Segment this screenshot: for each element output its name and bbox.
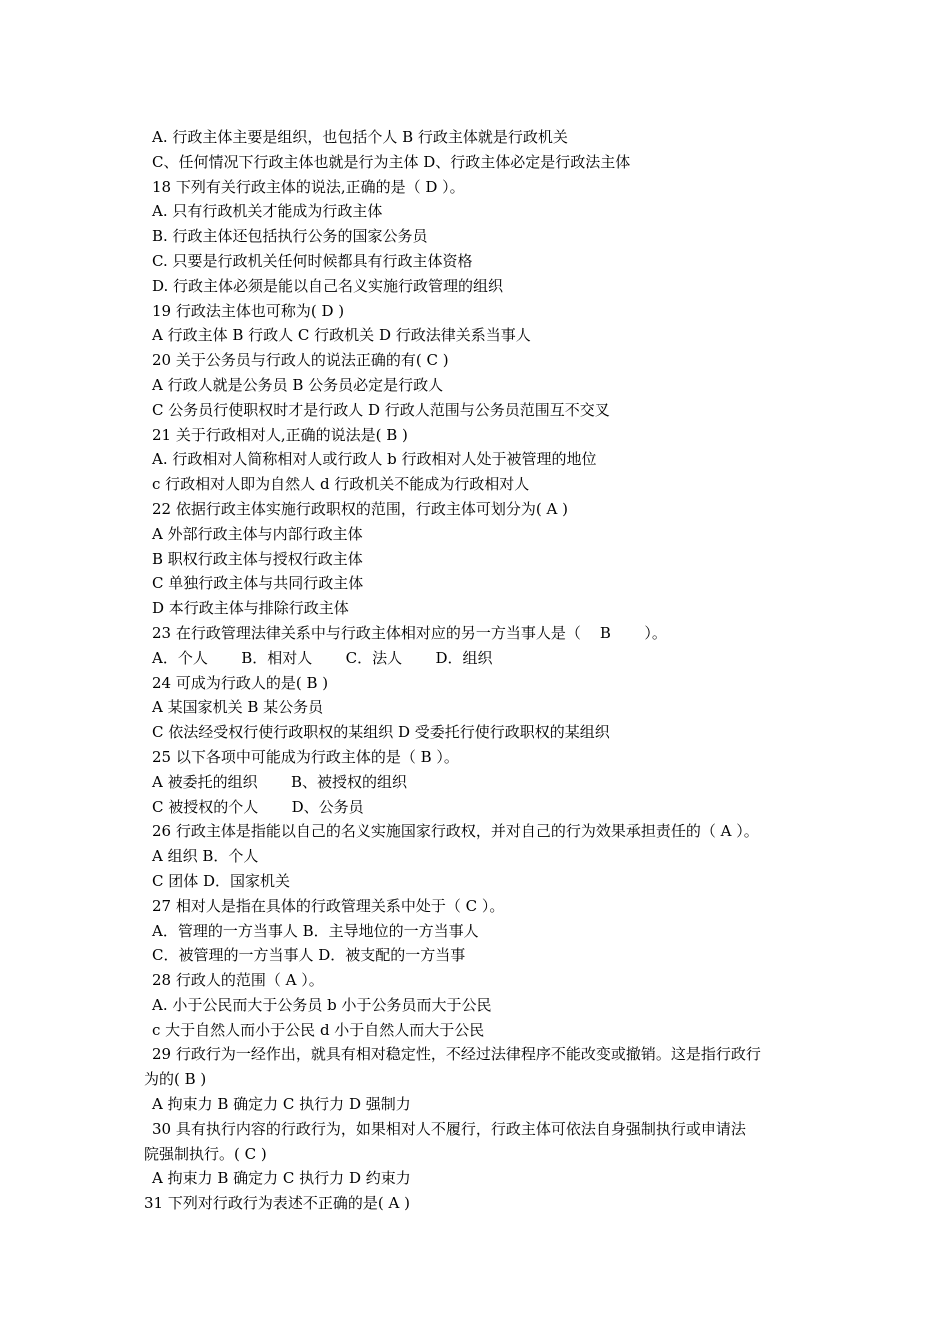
text-line: 25 以下各项中可能成为行政主体的是（ B ）。 (152, 747, 459, 766)
text-line: A 拘束力 B 确定力 C 执行力 D 强制力 (152, 1095, 411, 1114)
text-line: C、任何情况下行政主体也就是行为主体 D、行政主体必定是行政法主体 (152, 152, 631, 171)
text-line: B. 行政主体还包括执行公务的国家公务员 (152, 227, 428, 246)
text-line: C 被授权的个人 D、公务员 (152, 797, 364, 816)
text-line: 29 行政行为一经作出，就具有相对稳定性，不经过法律程序不能改变或撤销。这是指行政行 (152, 1045, 761, 1064)
text-line: A 拘束力 B 确定力 C 执行力 D 约束力 (152, 1169, 411, 1188)
text-line: 31 下列对行政行为表述不正确的是( A ) (144, 1194, 410, 1213)
document-body (144, 125, 824, 1216)
text-line: A. 行政主体主要是组织，也包括个人 B 行政主体就是行政机关 (152, 128, 568, 146)
text-line: 20 关于公务员与行政人的说法正确的有( C ) (152, 351, 449, 370)
text-line: A 被委托的组织 B、被授权的组织 (152, 772, 408, 791)
text-line: A 行政人就是公务员 B 公务员必定是行政人 (152, 375, 444, 394)
text-line: 27 相对人是指在具体的行政管理关系中处于（ C ）。 (152, 896, 505, 915)
text-line: c 行政相对人即为自然人 d 行政机关不能成为行政相对人 (152, 475, 530, 494)
text-line: A 行政主体 B 行政人 C 行政机关 D 行政法律关系当事人 (152, 326, 531, 345)
text-line: 22 依据行政主体实施行政职权的范围，行政主体可划分为( A ) (152, 499, 568, 518)
text-line: A 组织 B．个人 (152, 847, 259, 866)
text-line: A 外部行政主体与内部行政主体 (152, 524, 363, 543)
text-line: D 本行政主体与排除行政主体 (152, 599, 349, 618)
text-line: 院强制执行。( C ) (144, 1144, 267, 1163)
text-line: A．个人 B．相对人 C．法人 D．组织 (152, 648, 493, 667)
text-line: C 公务员行使职权时才是行政人 D 行政人范围与公务员范围互不交叉 (152, 400, 610, 419)
text-line: C 团体 D．国家机关 (152, 871, 291, 890)
text-line: A. 行政相对人简称相对人或行政人 b 行政相对人处于被管理的地位 (152, 450, 597, 469)
text-line: 28 行政人的范围（ A ）。 (152, 971, 324, 990)
text-line: c 大于自然人而小于公民 d 小于自然人而大于公民 (152, 1020, 485, 1039)
text-line: B 职权行政主体与授权行政主体 (152, 549, 363, 568)
text-line: 30 具有执行内容的行政行为，如果相对人不履行，行政主体可依法自身强制执行或申请法 (152, 1119, 746, 1138)
text-line: A. 小于公民而大于公务员 b 小于公务员而大于公民 (152, 995, 492, 1014)
text-line: 26 行政主体是指能以自己的名义实施国家行政权，并对自己的行为效果承担责任的（ A ）。 (152, 822, 759, 841)
text-line: 23 在行政管理法律关系中与行政主体相对应的另一方当事人是（ B ）。 (152, 623, 667, 642)
text-line: 18 下列有关行政主体的说法,正确的是（ D ）。 (152, 177, 465, 196)
text-line: A．管理的一方当事人 B．主导地位的一方当事人 (152, 921, 479, 940)
text-line: 为的( B ) (144, 1070, 207, 1089)
text-line: C 单独行政主体与共同行政主体 (152, 574, 364, 593)
text-line: D. 行政主体必须是能以自己名义实施行政管理的组织 (152, 276, 504, 295)
text-line: 24 可成为行政人的是( B ) (152, 673, 329, 692)
text-line: 19 行政法主体也可称为( D ) (152, 301, 345, 320)
text-line: C 依法经受权行使行政职权的某组织 D 受委托行使行政职权的某组织 (152, 723, 610, 742)
text-line: 21 关于行政相对人,正确的说法是( B ) (152, 425, 408, 444)
text-line: A 某国家机关 B 某公务员 (152, 698, 324, 717)
text-line: C．被管理的一方当事人 D．被支配的一方当事 (152, 946, 466, 965)
text-line: A. 只有行政机关才能成为行政主体 (152, 202, 383, 221)
text-line: C. 只要是行政机关任何时候都具有行政主体资格 (152, 251, 473, 270)
